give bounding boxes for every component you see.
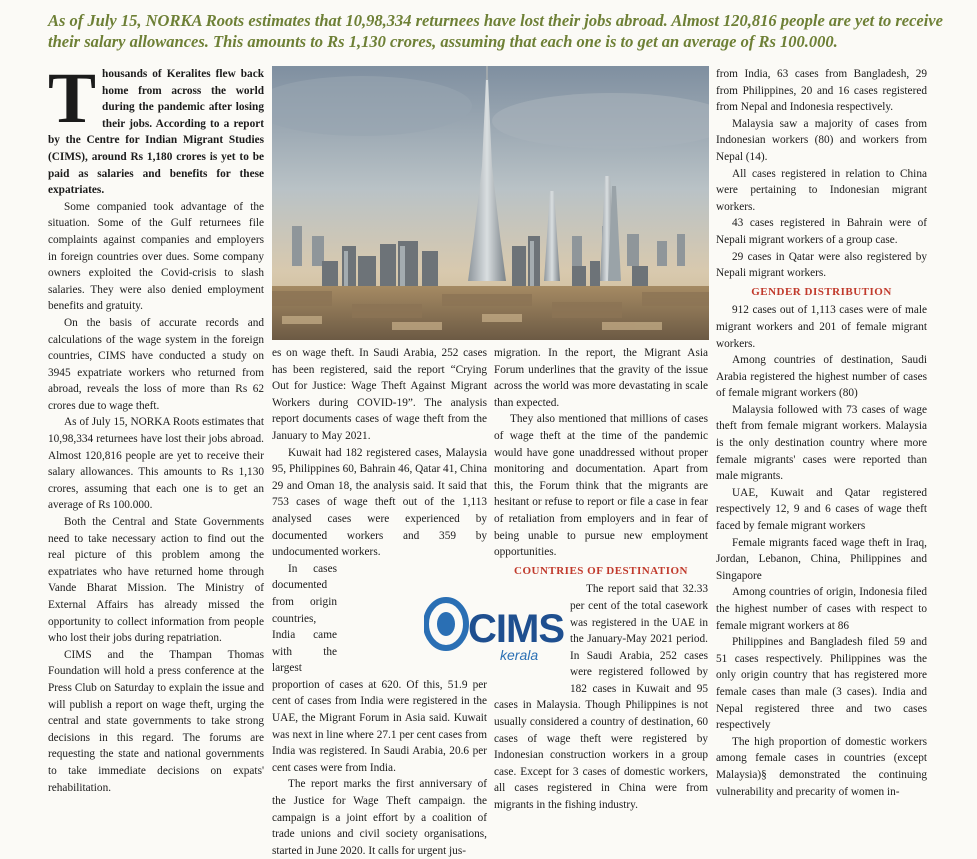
paragraph: All cases registered in relation to China were pertaining to Indonesian migrant workers. xyxy=(716,167,927,213)
paragraph: Female migrants faced wage theft in Iraq, Jordan, Lebanon, China, Philippines and Singapore xyxy=(716,536,927,582)
drop-cap: T xyxy=(48,58,97,138)
paragraph: CIMS and the Thampan Thomas Foundation will hold a press conference at the Press Club on Saturday to explain the issue and will publish a report on wage theft, urging the central and state governments to take strong decisions in this regard. The forums are requesting the state and national governments to take immediate decisions on expats' rehabilitation. xyxy=(48,648,264,794)
paragraph-text: In cases documented from origin countries, India came with the largest proportion of cases at 620. Of this, 51.9 per cent of cases from India were registered in the UAE, the Migrant Forum in Asia said. Kuwait was next in line where 27.1 per cent cases from India was registered. In Saudi Arabia, 20.6 per cent cases were from India. xyxy=(272,562,487,774)
paragraph: Malaysia saw a majority of cases from Indonesian workers (80) and workers from Nepal (14). xyxy=(716,117,927,163)
logo-wrap-space xyxy=(337,561,487,663)
svg-text:CIMS: CIMS xyxy=(468,607,564,651)
paragraph: On the basis of accurate records and calculations of the wage system in the foreign countries, CIMS have conducted a study on 3945 expatriate workers who returned from abroad, reveals the loss of more than Rs 62 crores due to wage theft. xyxy=(48,316,264,412)
paragraph: Among countries of destination, Saudi Arabia registered the highest number of cases of female migrant workers (80) xyxy=(716,354,927,400)
article-column-3 xyxy=(494,345,708,814)
paragraph: They also mentioned that millions of cases of wage theft at the time of the pandemic would have gone unaddressed without proper monitoring and documentation. Apart from this, the Forum think that the migrants are hesitant or refuse to report or file a case in fear of retaliation from employers and in fear of being unable to pursue new employment opportunities. xyxy=(494,413,708,559)
paragraph xyxy=(494,581,708,813)
svg-text:kerala: kerala xyxy=(500,647,539,663)
paragraph: Philippines and Bangladesh filed 59 and 51 cases respectively. Philippines was the only origin country that has registered more female cases than male (3 cases). India and Nepal registered three and two cases respectively xyxy=(716,636,927,732)
article-column-1 xyxy=(48,58,264,796)
paragraph-text: The report said that 32.33 per cent of the total casework was registered in the UAE in the January-May 2021 period. In Saudi Arabia, 252 cases were registered followed by 182 cases in Kuwait and 95 cases in Malaysia. Though Philippines is not usually considered a country of destination, 60 cases of wage theft were registered by Indonesian construction workers in a group case. Except for 3 cases of domestic workers, all cases registered in China were from migrants in the fishing industry. xyxy=(494,583,708,812)
paragraph: 29 cases in Qatar were also registered by Nepali migrant workers. xyxy=(716,250,927,280)
paragraph: migration. In the report, the Migrant Asia Forum underlines that the gravity of the issue across the world was more devastating in scale than expected. xyxy=(494,347,708,409)
section-heading-destination: COUNTRIES OF DESTINATION xyxy=(514,564,688,577)
article-column-2 xyxy=(272,345,487,859)
article-column-4 xyxy=(716,66,927,800)
paragraph: UAE, Kuwait and Qatar registered respectively 12, 9 and 6 cases of wage theft faced by female migrant workers xyxy=(716,486,927,533)
paragraph: Among countries of origin, Indonesia filed the highest number of cases with respect to female migrant workers at 86 xyxy=(716,586,927,632)
paragraph: 912 cases out of 1,113 cases were of male migrant workers and 201 of female migrant workers. xyxy=(716,304,927,350)
headline: As of July 15, NORKA Roots estimates that 10,98,334 returnees have lost their jobs abroad. Almost 120,816 people are yet to receive their salary allowances. This amounts to Rs 1,130 crores, assuming that each one is to get an average of Rs 100.000. xyxy=(48,11,943,51)
paragraph: Malaysia followed with 73 cases of wage theft from female migrant workers. Malaysia is the only destination country where more female migrants' cases were reported than male migrants. xyxy=(716,403,927,483)
paragraph: 43 cases registered in Bahrain were of Nepali migrant workers of a group case. xyxy=(716,217,927,246)
dubai-skyline-photo xyxy=(272,66,709,340)
lead-paragraph xyxy=(48,58,264,199)
paragraph: from India, 63 cases from Bangladesh, 29 from Philippines, 20 and 16 cases registered from Nepal and Indonesia respectively. xyxy=(716,68,927,114)
paragraph: The high proportion of domestic workers among female cases in countries (except Malaysia)§ demonstrated the continuing vulnerability and precarity of women in- xyxy=(716,735,927,798)
logo-wrap-space xyxy=(494,581,570,683)
section-heading-gender: GENDER DISTRIBUTION xyxy=(751,285,892,298)
paragraph: Kuwait had 182 registered cases, Malaysia 95, Philippines 60, Bahrain 46, Qatar 41, China 29 and Oman 18, the analysis said. It said that 753 cases of wage theft out of the 1,113 analysed cases were experienced by documented workers and 359 by undocumented workers. xyxy=(272,446,487,559)
paragraph: Some companied took advantage of the situation. Some of the Gulf returnees file complaints against companies and employers in foreign countries over dues. Some company owners exploited the Covid-crisis to slash salaries. They were also denied employment benefits and gratuity. xyxy=(48,200,264,313)
paragraph: Both the Central and State Governments need to take necessary action to find out the real picture of this problem among the expatriates who have returned home through Vande Bharat Mission. The Ministry of External Affairs has already missed the opportunity to collect information from people who lost their jobs during repatriation. xyxy=(48,516,264,645)
paragraph: As of July 15, NORKA Roots estimates that 10,98,334 returnees have lost their jobs abroad. Almost 120,816 people are yet to receive their salary allowances. This amounts to Rs 1,130 crores, assuming that each one is to get an average of Rs 100.000. xyxy=(48,416,264,512)
lead-text: housands of Keralites flew back home from across the world during the pandemic after losing their jobs. According to a report by the Centre for Indian Migrant Studies (CIMS), around Rs 1,180 crores is yet to be paid as salaries and benefits for these expatriates. xyxy=(48,68,264,197)
paragraph: The report marks the first anniversary of the Justice for Wage Theft campaign. the campaign is a joint effort by a coalition of trade unions and civil society organisations, started in June 2020. It calls for urgent jus- xyxy=(272,778,487,857)
paragraph xyxy=(272,561,487,777)
paragraph: es on wage theft. In Saudi Arabia, 252 cases has been registered, said the report “Crying Out for Justice: Wage Theft Against Migrant Workers during COVID-19”. The analysis report documents cases of wage theft from the January to May 2021. xyxy=(272,347,487,442)
